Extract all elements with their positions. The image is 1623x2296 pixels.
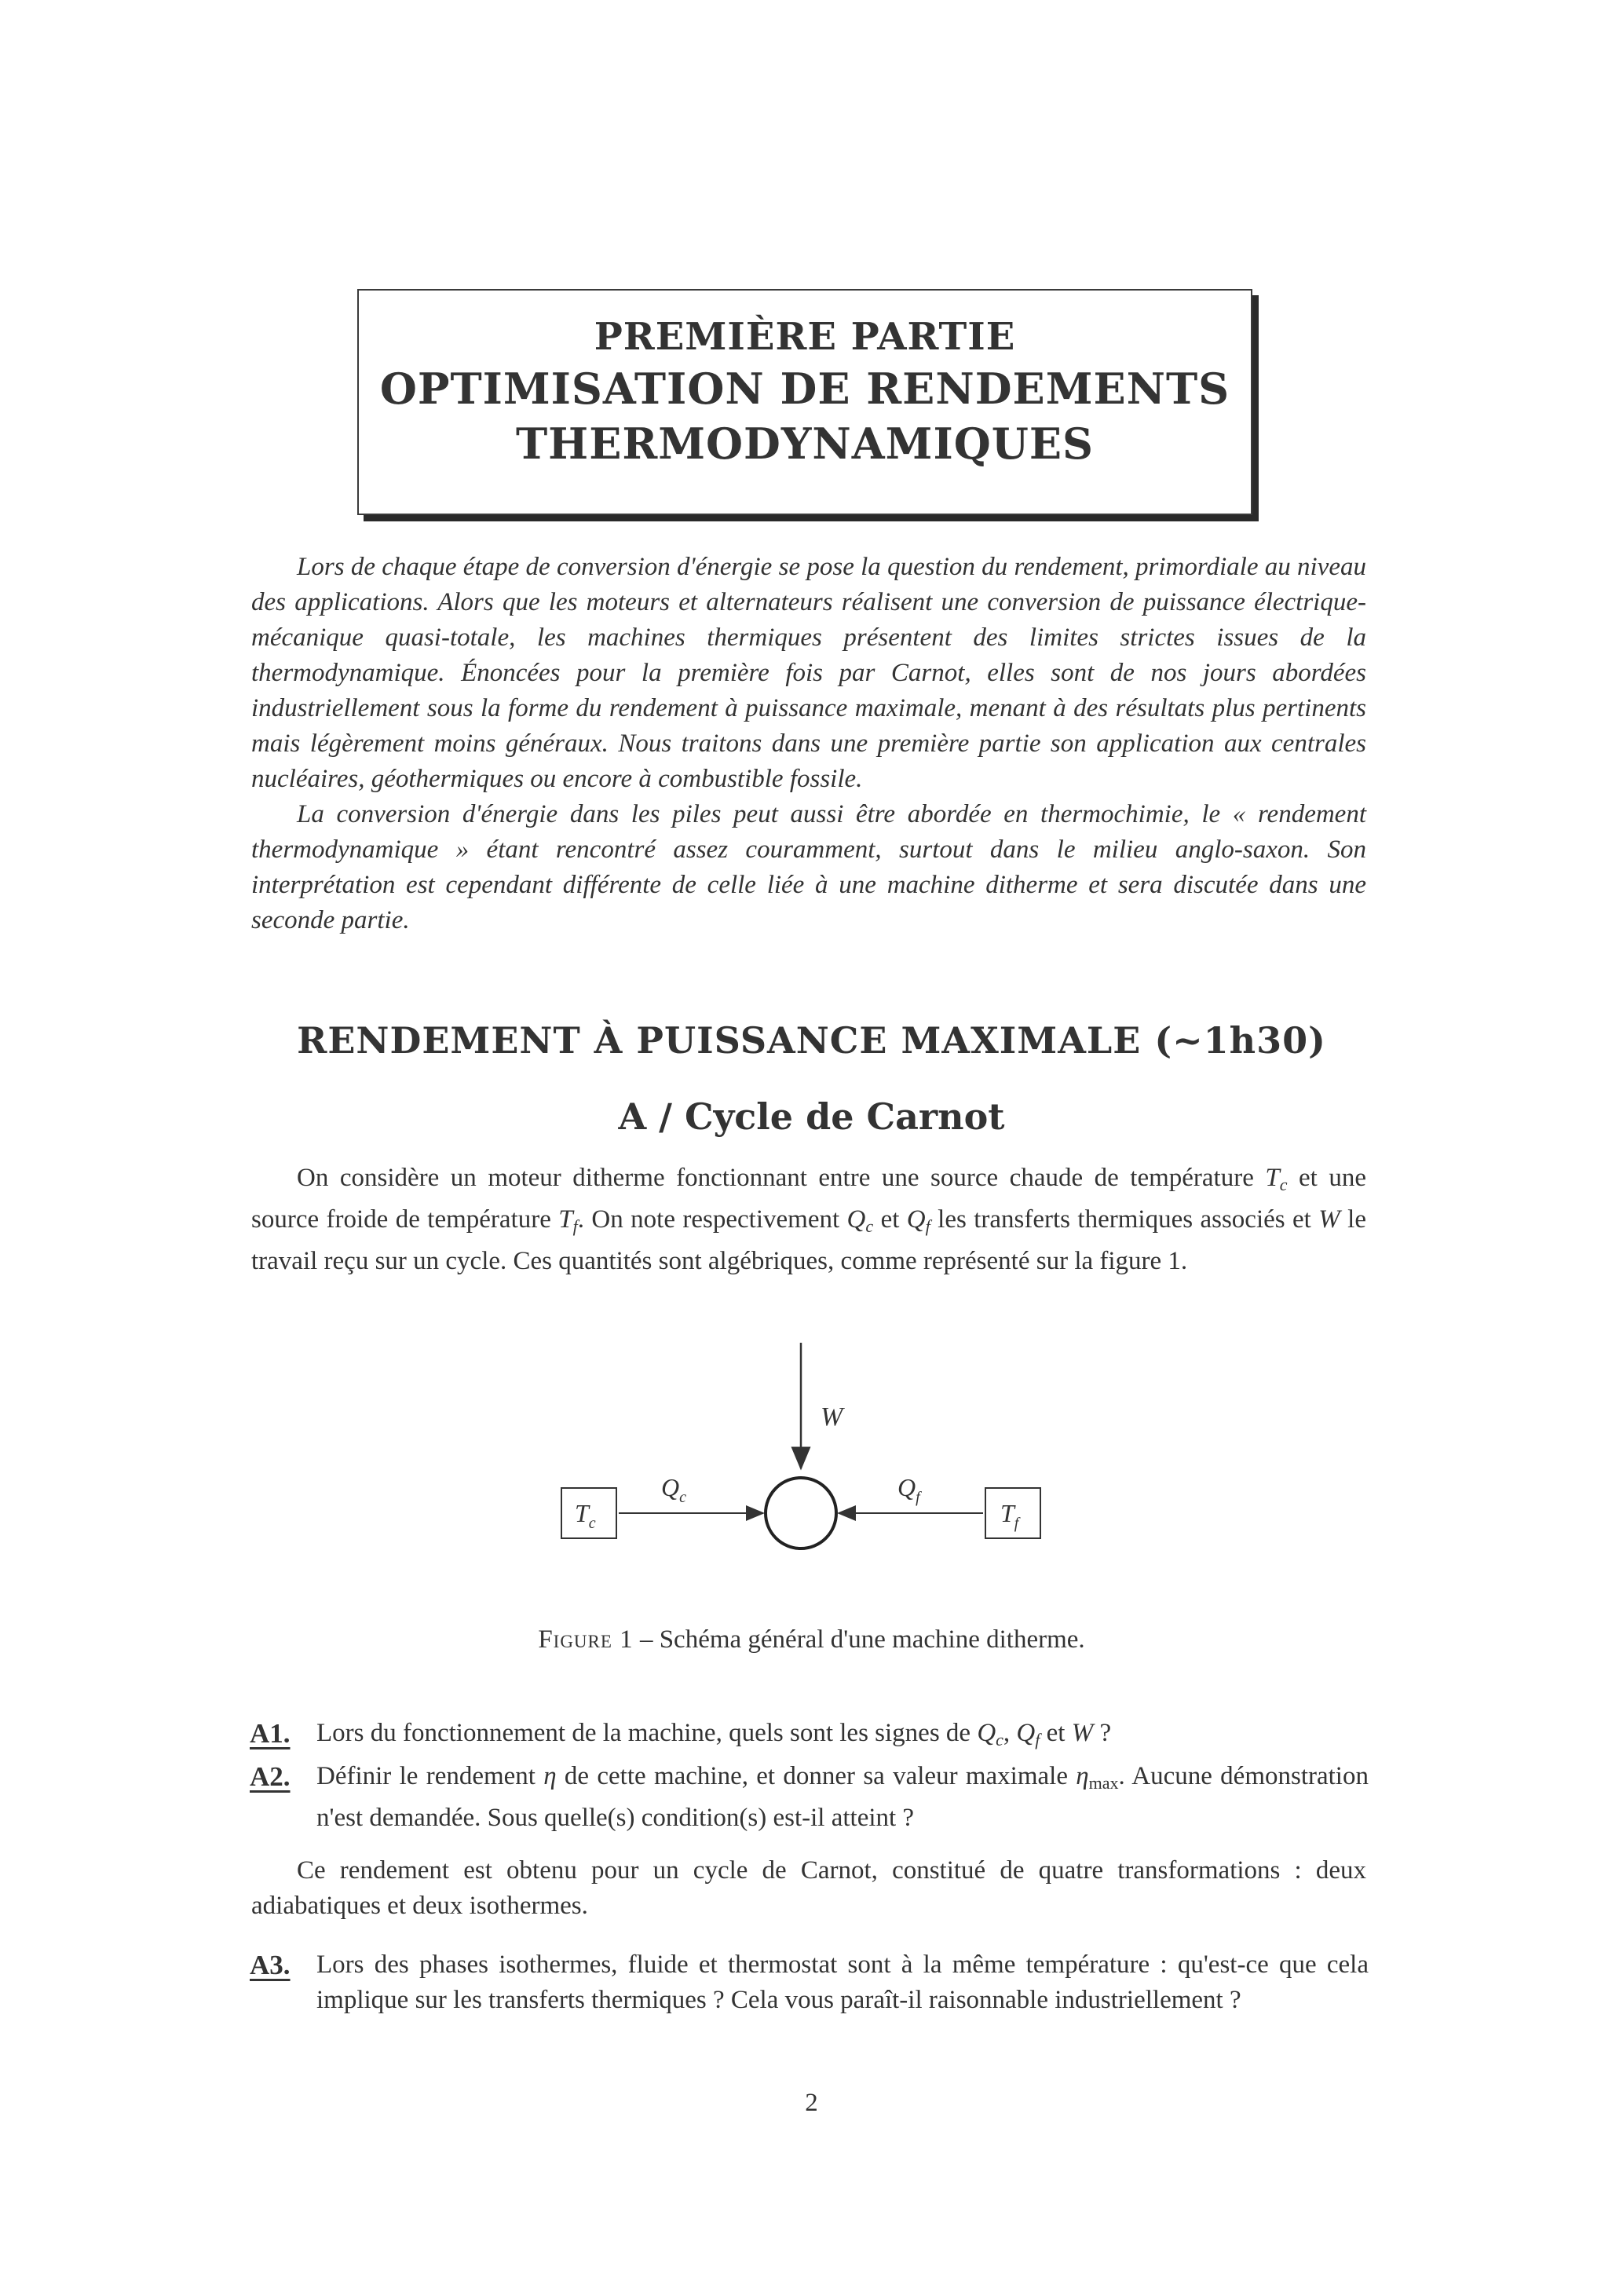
- question-label: A2.: [250, 1761, 291, 1792]
- question-a3: [250, 1947, 1369, 2018]
- question-label: A1.: [250, 1718, 291, 1749]
- work-label: W: [821, 1402, 843, 1431]
- qc-label: $Q_c$: [661, 1473, 686, 1506]
- cold-source-label: $T_f$: [1000, 1499, 1019, 1532]
- part-label: PREMIÈRE PARTIE: [594, 315, 1016, 359]
- introduction: [251, 550, 1366, 938]
- ditherme-diagram: [550, 1335, 1060, 1586]
- paragraph-setup: On considère un moteur ditherme fonctionnant entre une source chaude de température $T_c$ et une source froide de température $T_f$. On note respectivement $Q_c$ et $Q_f$ les transferts thermiques associés et W le travail reçu sur un cycle. Ces quantités sont algébriques, comme représenté sur la figure 1.: [251, 1164, 1366, 1275]
- page-number: 2: [805, 2089, 818, 2117]
- intro-paragraph-2: La conversion d'énergie dans les piles peut aussi être abordée en thermochimie, le « rendement thermodynamique » étant rencontré assez couramment, surtout dans le milieu anglo-saxon. Son interprétation est cependant différente de celle liée à une machine ditherme et sera discutée dans une seconde partie.: [251, 800, 1366, 934]
- hot-source-label: $T_c$: [575, 1499, 596, 1532]
- figure-caption: Figure 1 – Schéma général d'une machine ditherme.: [538, 1625, 1085, 1654]
- question-label: A3.: [250, 1950, 291, 1980]
- subsection-title: A / Cycle de Carnot: [618, 1095, 1005, 1138]
- part-title-line2: THERMODYNAMIQUES: [515, 419, 1094, 469]
- question-a1: [250, 1716, 1369, 1757]
- paragraph-carnot-cycle: Ce rendement est obtenu pour un cycle de Carnot, constitué de quatre transformations : deux adiabatiques et deux isothermes.: [251, 1856, 1366, 1920]
- qf-label: $Q_f$: [897, 1473, 920, 1506]
- part-title-box: [357, 289, 1252, 515]
- engine-circle: [766, 1478, 836, 1548]
- part-title-line1: OPTIMISATION DE RENDEMENTS: [379, 364, 1230, 414]
- question-text: Lors des phases isothermes, fluide et thermostat sont à la même température : qu'est-ce que cela implique sur les transferts thermiques ? Cela vous paraît-il raisonnable industriellement ?: [316, 1951, 1369, 2014]
- intro-paragraph-1: Lors de chaque étape de conversion d'énergie se pose la question du rendement, primordiale au niveau des applications. Alors que les moteurs et alternateurs réalisent une conversion de puissance électrique-mécanique quasi-totale, les machines thermiques présentent des limites strictes issues de la thermodynamique. Énoncées pour la première fois par Carnot, elles sont de nos jours abordées industriellement sous la forme du rendement à puissance maximale, menant à des résultats plus pertinents mais légèrement moins généraux. Nous traitons dans une première partie son application aux centrales nucléaires, géothermiques ou encore à combustible fossile.: [251, 553, 1366, 793]
- section-title: RENDEMENT À PUISSANCE MAXIMALE (~1h30): [297, 1019, 1326, 1062]
- question-text: Lors du fonctionnement de la machine, quels sont les signes de $Q_c$, $Q_f$ et W ?: [316, 1719, 1112, 1749]
- question-text: Définir le rendement η de cette machine, et donner sa valeur maximale $\eta_{max}$. Aucune démonstration n'est demandée. Sous quelle(s) condition(s) est-il atteint ?: [316, 1762, 1369, 1832]
- question-a2: [250, 1759, 1369, 1836]
